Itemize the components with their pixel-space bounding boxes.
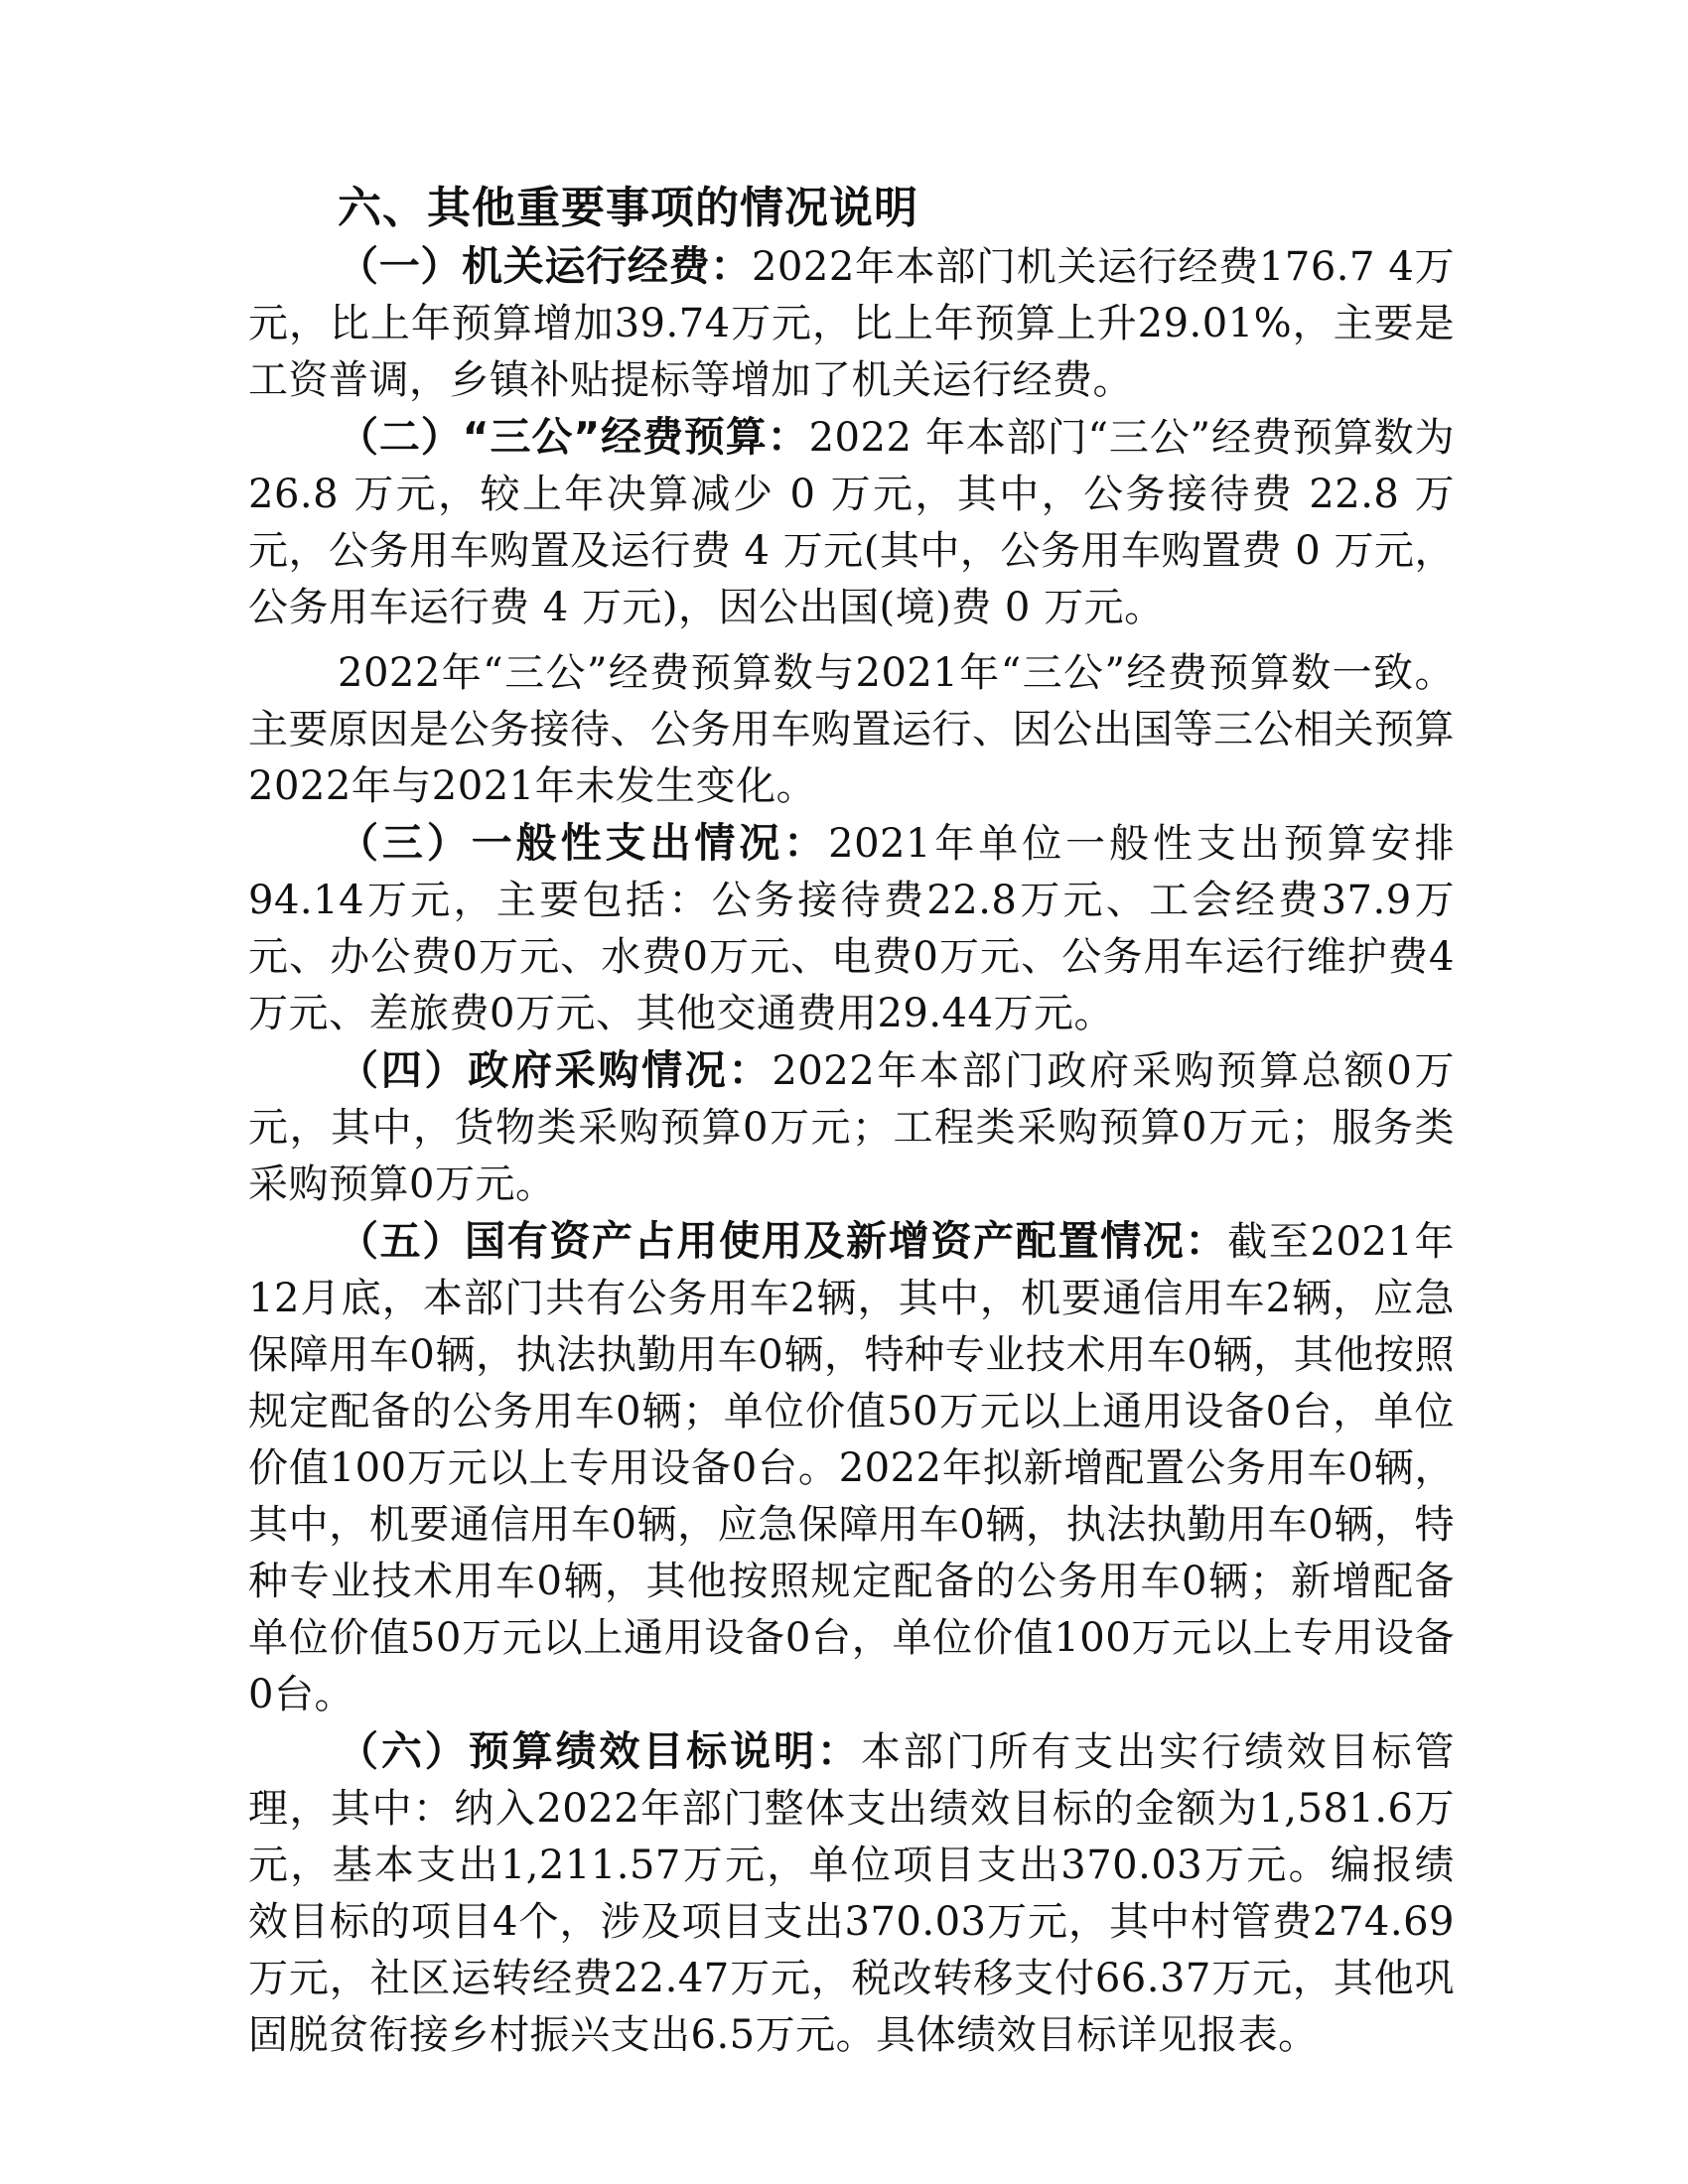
paragraph-state-assets	[248, 1213, 1455, 1723]
paragraph-three-public-budget	[248, 409, 1455, 636]
paragraph-performance-targets	[248, 1723, 1455, 2064]
paragraph-text: 截至2021年12月底，本部门共有公务用车2辆，其中，机要通信用车2辆，应急保障用车0辆，执法执勤用车0辆，特种专业技术用车0辆，其他按照规定配备的公务用车0辆；单位价值50万元以上通用设备0台，单位价值100万元以上专用设备0台。2022年拟新增配置公务用车0辆，其中，机要通信用车0辆，应急保障用车0辆，执法执勤用车0辆，特种专业技术用车0辆，其他按照规定配备的公务用车0辆；新增配备单位价值50万元以上通用设备0台，单位价值100万元以上专用设备0台。	[248, 1219, 1456, 1717]
paragraph-text: 2022 年本部门“三公”经费预算数为 26.8 万元，较上年决算减少 0 万元，其中，公务接待费 22.8 万元，公务用车购置及运行费 4 万元(其中，公务用车购置费 0 万元，公务用车运行费 4 万元)，因公出国(境)费 0 万元。	[248, 415, 1455, 630]
paragraph-general-expenditure	[248, 815, 1455, 1042]
paragraph-text: 2022年本部门机关运行经费176.7 4万元，比上年预算增加39.74万元，比上年预算上升29.01%，主要是工资普调，乡镇补贴提标等增加了机关运行经费。	[248, 244, 1455, 403]
paragraph-text: 2021年单位一般性支出预算安排94.14万元，主要包括：公务接待费22.8万元、工会经费37.9万元、办公费0万元、水费0万元、电费0万元、公务用车运行维护费4万元、差旅费0万元、其他交通费用29.44万元。	[248, 821, 1455, 1036]
paragraph-text: 2022年“三公”经费预算数与2021年“三公”经费预算数一致。主要原因是公务接待、公务用车购置运行、因公出国等三公相关预算2022年与2021年未发生变化。	[248, 650, 1455, 809]
paragraph-lead: （四）政府采购情况：	[338, 1046, 773, 1094]
paragraph-lead: （二）“三公”经费预算：	[338, 413, 809, 461]
paragraph-lead: （一）机关运行经费：	[338, 242, 752, 290]
paragraph-three-public-comparison	[248, 644, 1455, 815]
paragraph-text: 2022年本部门政府采购预算总额0万元，其中，货物类采购预算0万元；工程类采购预算0万元；服务类采购预算0万元。	[248, 1048, 1456, 1207]
paragraph-text: 本部门所有支出实行绩效目标管理，其中：纳入2022年部门整体支出绩效目标的金额为1,581.6万元，基本支出1,211.57万元，单位项目支出370.03万元。编报绩效目标的项目4个，涉及项目支出370.03万元，其中村管费274.69万元，社区运转经费22.47万元，税改转移支付66.37万元，其他巩固脱贫衔接乡村振兴支出6.5万元。具体绩效目标详见报表。	[248, 1729, 1456, 2058]
paragraph-lead: （三）一般性支出情况：	[338, 819, 829, 867]
document-page	[248, 179, 1455, 2064]
section-title: 六、其他重要事项的情况说明	[338, 183, 918, 233]
paragraph-lead: （五）国有资产占用使用及新增资产配置情况：	[338, 1217, 1228, 1265]
paragraph-operating-expenses	[248, 238, 1455, 409]
paragraph-government-procurement	[248, 1042, 1455, 1213]
paragraph-lead: （六）预算绩效目标说明：	[338, 1727, 861, 1775]
